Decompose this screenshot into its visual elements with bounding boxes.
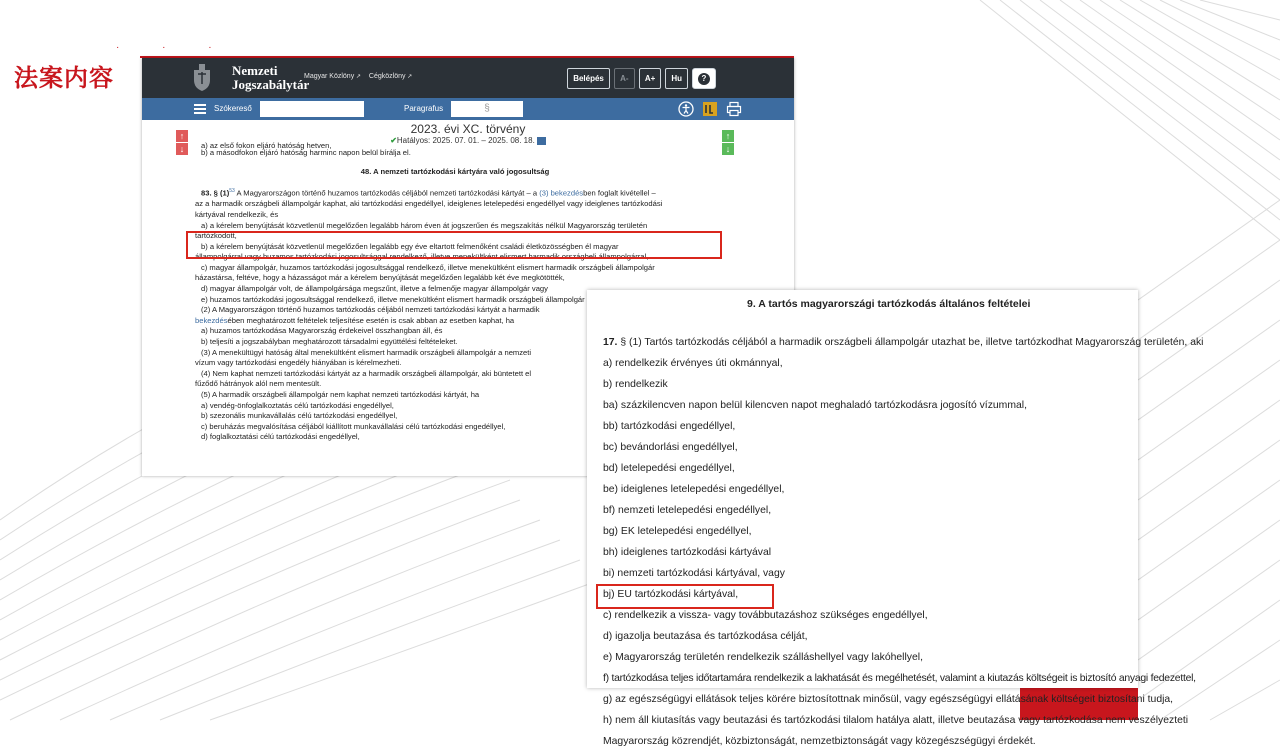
law2-item: bh) ideiglenes tartózkodási kártyával <box>603 547 772 558</box>
law2-line <box>603 332 1204 353</box>
law-line: az a harmadik országbeli állampolgár kaphat, aki tartózkodási engedéllyel, ideiglenes letelepedési engedéllyel vagy ideiglenes tartózkodási <box>195 199 663 209</box>
link-cegkozlony[interactable]: Cégközlöny ↗ <box>369 73 412 80</box>
law2-item: bg) EK letelepedési engedéllyel, <box>603 526 752 537</box>
highlight-box-2 <box>596 584 774 609</box>
law-line: állampolgárral vagy huzamos tartózkodási jogosultsággal rendelkező, illetve menekültként elismert harmadik országbeli állampolgárral, <box>195 252 649 262</box>
law-text: ben foglalt kivétellel – <box>583 188 656 198</box>
left-nav-arrows <box>176 130 188 156</box>
font-smaller-button[interactable]: A- <box>614 68 635 89</box>
law-link[interactable]: bekezdés <box>195 315 228 325</box>
law2-item: Magyarország közrendjét, közbiztonságát, nemzetbiztonságát vagy közegészségügyi érdekét. <box>603 736 1036 747</box>
law2-body <box>603 332 1204 752</box>
right-nav-arrows <box>722 130 734 156</box>
calendar-icon[interactable] <box>537 137 546 145</box>
help-button[interactable] <box>692 68 716 89</box>
law-line: a) huzamos tartózkodása Magyarország érdekeivel összhangban áll, és <box>201 326 443 336</box>
link-magyar-kozlony[interactable]: Magyar Közlöny ↗ <box>304 73 361 80</box>
law-line: b) a kérelem benyújtását közvetlenül megelőzően legalább egy éve eltartott felmenőként családi életközösségben él magyar <box>201 241 619 251</box>
law-line: b) teljesíti a jogszabályban meghatározott társadalmi együttélési feltételeket. <box>201 337 458 347</box>
law2-item: bc) bevándorlási engedéllyel, <box>603 442 738 453</box>
law-title: 2023. évi XC. törvény <box>410 122 526 136</box>
law2-item: bb) tartózkodási engedéllyel, <box>603 421 736 432</box>
law-text: § (1) Tartós tartózkodás céljából a harmadik országbeli állampolgár utazhat be, illetve tartózkodhat Magyarország területén, aki <box>617 337 1204 348</box>
law-text: A Magyarországon történő huzamos tartózkodás céljából nemzeti tartózkodási kártyát – a <box>234 188 540 198</box>
law-line: vízum vagy tartózkodási engedély hiányában is kérelmezheti. <box>195 358 402 368</box>
law-line: kártyával rendelkezik, és <box>195 209 279 219</box>
print-icon[interactable] <box>725 100 743 118</box>
site-header <box>142 58 794 98</box>
coat-of-arms-icon <box>190 64 214 92</box>
law2-item: b) rendelkezik <box>603 379 668 390</box>
law-line: (5) A harmadik országbeli állampolgár nem kaphat nemzeti tartózkodási kártyát, ha <box>201 390 480 399</box>
law2-item: g) az egészségügyi ellátások teljes körére biztosítottnak minősül, vagy egészségügyi ellátásának költségeit biztosítani tudja, <box>603 694 1174 705</box>
search-bar <box>142 98 794 120</box>
law-line: (3) A menekültügyi hatóság által menekültként elismert harmadik országbeli állampolgár a nemzeti <box>201 347 532 357</box>
law2-item: d) igazolja beutazása és tartózkodása célját, <box>603 631 808 642</box>
search-input[interactable] <box>260 101 364 117</box>
search-label: Szókereső <box>214 104 252 113</box>
law-line <box>195 186 715 199</box>
arrow-down-icon[interactable]: ↓ <box>722 143 734 155</box>
law-line: d) magyar állampolgár volt, de állampolgársága megszűnt, illetve a felmenője magyar állampolgár vagy <box>201 284 548 294</box>
header-buttons <box>567 68 716 89</box>
law-line: b) a másodfokon eljáró hatóság harminc napon belül bírálja el. <box>201 148 411 157</box>
hamburger-menu-icon[interactable] <box>194 104 206 114</box>
highlight-box-1 <box>186 231 722 259</box>
law-text: ében meghatározott feltételek teljesítése esetén is csak abban az esetben kaphat, ha <box>227 315 515 325</box>
arrow-up-icon[interactable]: ↑ <box>722 130 734 142</box>
law-line: a) vendég-önfoglalkoztatás célú tartózkodási engedéllyel, <box>201 400 394 410</box>
validity-text: Hatályos: 2025. 07. 01. – 2025. 08. 18. <box>396 136 535 145</box>
law-line: d) foglalkoztatási célú tartózkodási engedéllyel, <box>201 432 360 442</box>
arrow-up-icon[interactable]: ↑ <box>176 130 188 142</box>
law2-item: f) tartózkodása teljes időtartamára rendelkezik a lakhatását és megélhetését, valamint a kiutazás költségeit is biztosító anyagi fedezettel, <box>603 673 1196 684</box>
law-line: b) szezonális munkavállalás célú tartózkodási engedéllyel, <box>201 411 398 421</box>
paragraph-number: 17. <box>603 337 618 348</box>
law-line: tartózkodott, <box>195 231 237 241</box>
law-cut-line: a) az első fokon eljáró hatóság hetven, <box>201 141 332 150</box>
law2-item: bj) EU tartózkodási kártyával, <box>603 589 739 600</box>
help-icon: ? <box>698 73 710 85</box>
title-dots: · · · <box>116 42 232 53</box>
section-heading: 48. A nemzeti tartózkodási kártyára való jogosultság <box>360 166 550 176</box>
law-line: házastársa, feltéve, hogy a házasságot már a kérelem benyújtását megelőzően legalább két éve megkötötték, <box>195 273 565 283</box>
accessibility-icon[interactable] <box>677 100 695 118</box>
law2-item: a) rendelkezik érvényes úti okmánnyal, <box>603 358 783 369</box>
section-heading-2: 9. A tartós magyarországi tartózkodás általános feltételei <box>747 298 1031 310</box>
paragraph-input[interactable]: § <box>451 101 523 117</box>
login-button[interactable]: Belépés <box>567 68 610 89</box>
paragraph-label: Paragrafus <box>404 104 444 113</box>
slide-title: 法案内容 <box>14 64 114 92</box>
law-screenshot-2 <box>587 290 1204 747</box>
law2-item: c) rendelkezik a vissza- vagy továbbutazáshoz szükséges engedéllyel, <box>603 610 928 621</box>
law2-item: bd) letelepedési engedéllyel, <box>603 463 735 474</box>
law2-item: h) nem áll kiutasítás vagy beutazási és tartózkodási tilalom hatálya alatt, illetve beutazása vagy tartózkodása nem veszélyezteti <box>603 715 1189 726</box>
language-button[interactable]: Hu <box>665 68 688 89</box>
law-line: fűződő hátrányok alól nem mentesült. <box>195 379 322 389</box>
footnote-ref[interactable]: 53 <box>229 188 235 195</box>
check-icon: ✔ <box>390 136 397 145</box>
tool-icons <box>677 100 743 118</box>
law2-item: be) ideiglenes letelepedési engedéllyel, <box>603 484 785 495</box>
header-links <box>304 73 412 80</box>
brand[interactable] <box>232 64 309 92</box>
brand-line-2: Jogszabálytár <box>232 77 310 92</box>
law-line: (2) A Magyarországon történő huzamos tartózkodás céljából nemzeti tartózkodási kártyát a harmadik <box>201 305 540 315</box>
law-line: (4) Nem kaphat nemzeti tartózkodási kártyát az a harmadik országbeli állampolgár, aki büntetett el <box>201 368 532 378</box>
law-link[interactable]: (3) bekezdés <box>539 188 584 198</box>
font-larger-button[interactable]: A+ <box>639 68 661 89</box>
law-line: a) a kérelem benyújtását közvetlenül megelőzően legalább három éven át jogszerűen és megszakítás nélkül Magyarország területén <box>201 220 648 230</box>
law2-item: bi) nemzeti tartózkodási kártyával, vagy <box>603 568 785 579</box>
easy-read-icon[interactable] <box>701 100 719 118</box>
arrow-down-icon[interactable]: ↓ <box>176 143 188 155</box>
brand-line-1: Nemzeti <box>232 63 278 78</box>
law2-item: bf) nemzeti letelepedési engedéllyel, <box>603 505 772 516</box>
paragraph-number: 83. § (1) <box>201 188 230 198</box>
law-line: e) huzamos tartózkodási jogosultsággal rendelkező, illetve menekültként elismert harmadik országbeli állampolgár <box>201 294 585 304</box>
law-line: c) magyar állampolgár, huzamos tartózkodási jogosultsággal rendelkező, illetve menekültként elismert harmadik országbeli állampolgár <box>201 262 655 272</box>
law-line: c) beruházás megvalósítása céljából kiállított munkavállalási célú tartózkodási engedéllyel, <box>201 421 506 431</box>
law2-item: ba) százkilencven napon belül kilencven napot meghaladó tartózkodásra jogosító vízummal, <box>603 400 1027 411</box>
law2-item: e) Magyarország területén rendelkezik szálláshellyel vagy lakóhellyel, <box>603 652 923 663</box>
